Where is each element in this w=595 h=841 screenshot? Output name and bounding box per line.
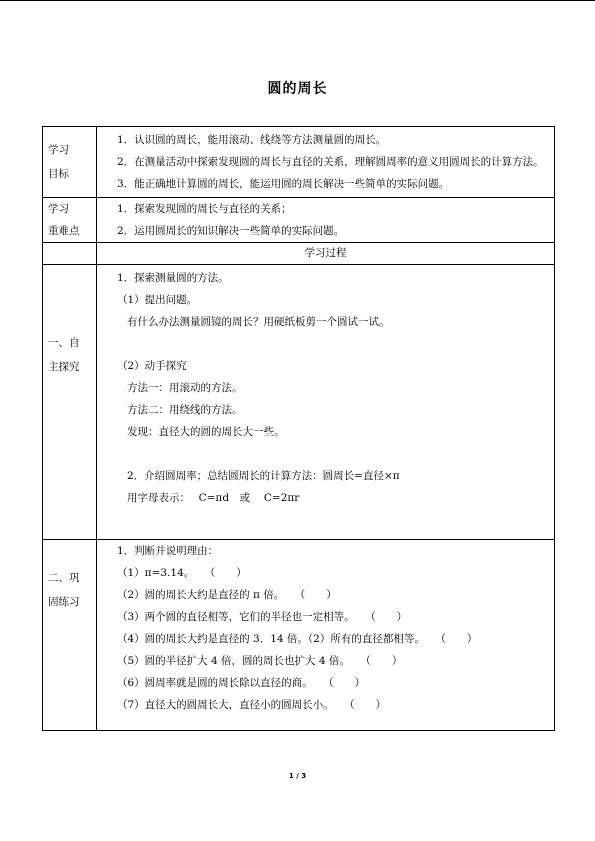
goals-label-line-1: 学习 <box>48 144 69 156</box>
key-point-item-1: 1．探索发现圆的周长与直径的关系； <box>117 203 292 215</box>
explore-sub-2: （2）动手探究 <box>117 360 187 372</box>
key-points-row <box>43 198 555 243</box>
lesson-table <box>42 126 555 731</box>
key-point-item-2: 2．运用圆周长的知识解决一些简单的实际问题。 <box>117 225 345 237</box>
explore-content-cell <box>97 265 555 540</box>
key-points-label-cell <box>43 198 97 243</box>
practice-item-5: （5）圆的半径扩大 4 倍，圆的周长也扩大 4 倍。 （ ） <box>117 655 403 667</box>
process-header-cell <box>97 243 555 265</box>
explore-method-2: 方法二：用绕线的方法。 <box>127 404 243 416</box>
key-points-content-cell <box>97 198 555 243</box>
practice-item-7: （7）直径大的圆周长大，直径小的圆周长小。 （ ） <box>117 699 387 711</box>
explore-row <box>43 265 555 540</box>
practice-row <box>43 540 555 731</box>
explore-label-line-2: 主探究 <box>48 361 80 373</box>
practice-label-cell <box>43 540 97 731</box>
page-number: 1 / 3 <box>288 772 307 780</box>
practice-item-6: （6）圆周率就是圆的周长除以直径的商。 （ ） <box>117 677 366 689</box>
goals-content-cell <box>97 127 555 198</box>
practice-item-2: （2）圆的周长大约是直径的 π 倍。 （ ） <box>117 589 337 601</box>
explore-finding: 发现：直径大的圆的周长大一些。 <box>127 426 285 438</box>
key-points-label-line-1: 学习 <box>48 203 69 215</box>
practice-label-line-1: 二、巩 <box>48 572 80 584</box>
practice-heading: 1．判断并说明理由： <box>117 545 219 557</box>
goals-label-line-2: 目标 <box>48 168 69 180</box>
explore-sub-1: （1）提出问题。 <box>117 294 198 306</box>
goal-item-2: 2．在测量活动中探索发现圆的周长与直径的关系，理解圆周率的意义用圆周长的计算方法。 <box>117 156 544 168</box>
process-header-row <box>43 243 555 265</box>
explore-label-cell <box>43 265 97 540</box>
goals-row <box>43 127 555 198</box>
explore-method-1: 方法一：用滚动的方法。 <box>127 382 243 394</box>
goal-item-1: 1．认识圆的周长，能用滚动、线绕等方法测量圆的周长。 <box>117 134 387 146</box>
explore-step-2: 2．介绍圆周率；总结圆周长的计算方法：圆周长=直径×π <box>127 470 400 482</box>
page-title: 圆的周长 <box>267 81 328 97</box>
practice-item-3: （3）两个圆的直径相等，它们的半径也一定相等。 （ ） <box>117 611 408 623</box>
practice-item-1: （1）π=3.14。 （ ） <box>117 567 247 579</box>
goals-label-cell <box>43 127 97 198</box>
key-points-label-line-2: 重难点 <box>48 225 80 237</box>
practice-content-cell <box>97 540 555 731</box>
page-top-rule <box>0 0 595 1</box>
goal-item-3: 3．能正确地计算圆的周长，能运用圆的周长解决一些简单的实际问题。 <box>117 178 450 190</box>
explore-step-1: 1．探索测量圆的方法。 <box>117 272 229 284</box>
explore-spacer-2 <box>103 443 550 465</box>
practice-label-line-2: 固练习 <box>48 596 80 608</box>
explore-spacer-1 <box>103 333 550 355</box>
explore-label-line-1: 一、自 <box>48 337 80 349</box>
practice-item-4: （4）圆的周长大约是直径的 3．14 倍。（2）所有的直径都相等。 （ ） <box>117 633 478 645</box>
explore-question: 有什么办法测量圆镜的周长？用硬纸板剪一个圆试一试。 <box>127 316 390 328</box>
process-header-text: 学习过程 <box>304 247 347 259</box>
explore-formula: 用字母表示： C=πd 或 C=2πr <box>127 492 300 504</box>
process-header-empty-cell <box>43 243 97 265</box>
